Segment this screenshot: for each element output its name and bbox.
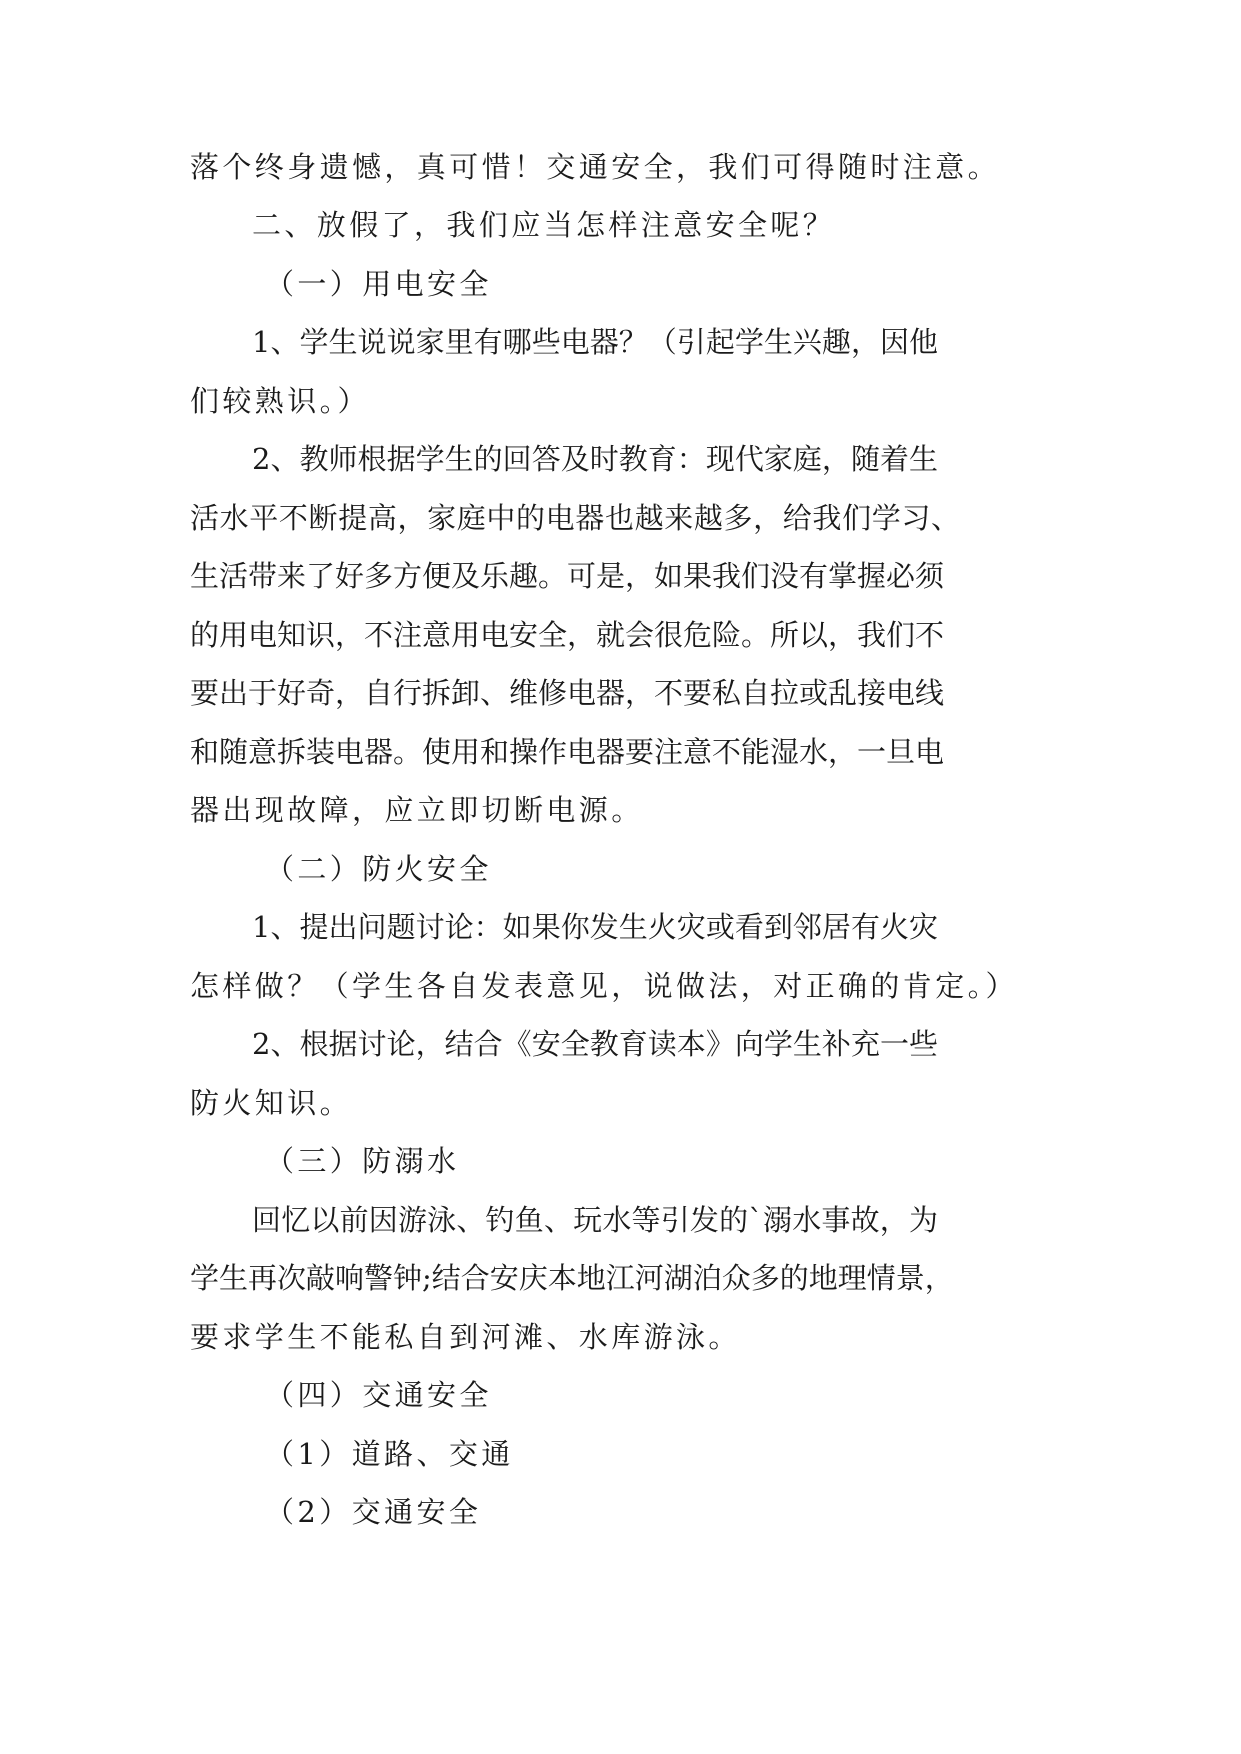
paragraph-line: 学生再次敲响警钟;结合安庆本地江河湖泊众多的地理情景， bbox=[190, 1261, 954, 1295]
section-heading: 二、放假了，我们应当怎样注意安全呢？ bbox=[252, 208, 836, 242]
paragraph-line: 1、提出问题讨论：如果你发生火灾或看到邻居有火灾 bbox=[252, 910, 938, 944]
paragraph-line: 2、根据讨论，结合《安全教育读本》向学生补充一些 bbox=[252, 1027, 938, 1061]
paragraph-line: 落个终身遗憾，真可惜！交通安全，我们可得随时注意。 bbox=[190, 150, 1001, 184]
subsection-heading: （四）交通安全 bbox=[265, 1378, 492, 1412]
paragraph-line: 要求学生不能私自到河滩、水库游泳。 bbox=[190, 1320, 741, 1354]
paragraph-line: 们较熟识。） bbox=[190, 384, 370, 418]
subsection-heading: （三）防溺水 bbox=[265, 1144, 460, 1178]
paragraph-line: 器出现故障，应立即切断电源。 bbox=[190, 793, 644, 827]
paragraph-line: 1、学生说说家里有哪些电器？（引起学生兴趣，因他 bbox=[252, 325, 938, 359]
subsection-heading: （一）用电安全 bbox=[265, 267, 492, 301]
paragraph-line: 生活带来了好多方便及乐趣。可是，如果我们没有掌握必须 bbox=[190, 559, 945, 593]
paragraph-line: 的用电知识，不注意用电安全，就会很危险。所以，我们不 bbox=[190, 618, 945, 652]
paragraph-line: 2、教师根据学生的回答及时教育：现代家庭，随着生 bbox=[252, 442, 938, 476]
paragraph-line: 怎样做？（学生各自发表意见，说做法，对正确的肯定。） bbox=[190, 969, 1018, 1003]
list-item: （1）道路、交通 bbox=[265, 1437, 514, 1471]
paragraph-line: 回忆以前因游泳、钓鱼、玩水等引发的`溺水事故，为 bbox=[252, 1203, 938, 1237]
paragraph-line: 和随意拆装电器。使用和操作电器要注意不能湿水，一旦电 bbox=[190, 735, 945, 769]
paragraph-line: 活水平不断提高，家庭中的电器也越来越多，给我们学习、 bbox=[190, 501, 960, 535]
paragraph-line: 防火知识。 bbox=[190, 1086, 353, 1120]
list-item: （2）交通安全 bbox=[265, 1495, 482, 1529]
subsection-heading: （二）防火安全 bbox=[265, 852, 492, 886]
paragraph-line: 要出于好奇，自行拆卸、维修电器，不要私自拉或乱接电线 bbox=[190, 676, 945, 710]
